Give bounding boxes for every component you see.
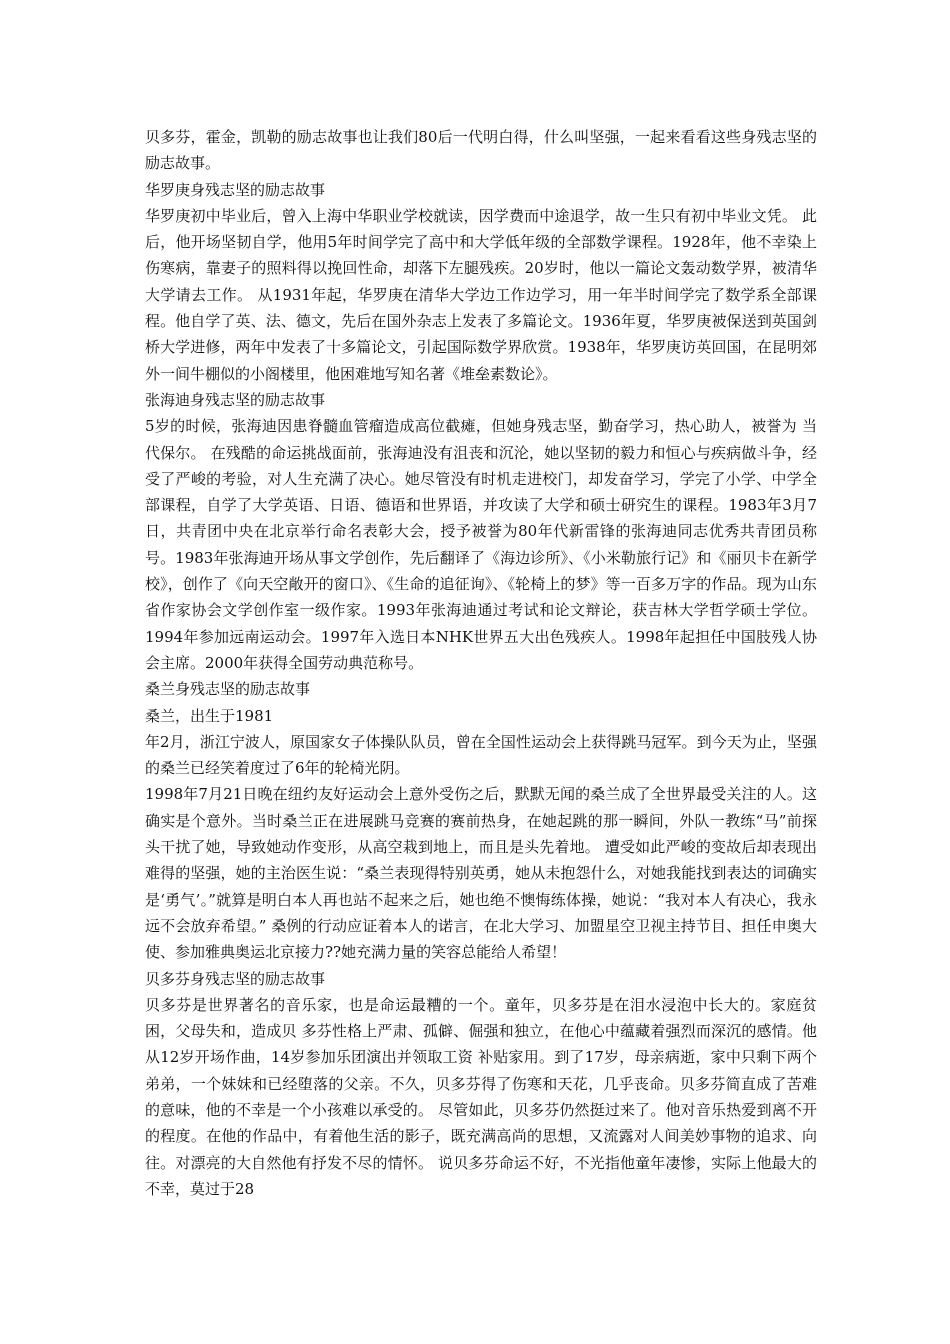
section-paragraph-sang-lan-2: 年2月，浙江宁波人，原国家女子体操队队员，曾在全国性运动会上获得跳马冠军。到今天为止，坚强的桑兰已经笑着度过了6年的轮椅光阴。 — [145, 732, 817, 778]
section-paragraph-zhang-haidi: 5岁的时候，张海迪因患脊髓血管瘤造成高位截瘫，但她身残志坚，勤奋学习，热心助人，被誉为 当代保尔。 在残酷的命运挑战面前，张海迪没有沮丧和沉沦，她以坚韧的毅力和恒心与疾病做斗争，经受了严峻的考验，对人生充满了决心。她尽管没有时机走进校门，却发奋学习，学完了小学、中学全部课程，自学了大学英语、日语、德语和世界语，并攻读了大学和硕士研究生的课程。1983年3月7日，共青团中央在北京举行命名表彰大会，授予被誉为80年代新雷锋的张海迪同志优秀共青团员称号。1983年张海迪开场从事文学创作，先后翻译了《海边诊所》、《小米勒旅行记》和《丽贝卡在新学校》，创作了《向天空敞开的窗口》、《生命的追征询》、《轮椅上的梦》等一百多万字的作品。现为山东省作家协会文学创作室一级作家。1993年张海迪通过考试和论文辩论，获吉林大学哲学硕士学位。1994年参加远南运动会。1997年入选日本NHK世界五大出色残疾人。1998年起担任中国肢残人协会主席。2000年获得全国劳动典范称号。 — [145, 417, 817, 672]
section-paragraph-hua-luogeng: 华罗庚初中毕业后，曾入上海中华职业学校就读，因学费而中途退学，故一生只有初中毕业文凭。 此后，他开场坚韧自学，他用5年时间学完了高中和大学低年级的全部数学课程。1928年，他不幸染上伤寒病，靠妻子的照料得以挽回性命，却落下左腿残疾。20岁时，他以一篇论文轰动数学界，被清华大学请去工作。 从1931年起，华罗庚在清华大学边工作边学习，用一年半时间学完了数学系全部课程。他自学了英、法、德文，先后在国外杂志上发表了多篇论文。1936年夏，华罗庚被保送到英国剑桥大学进修，两年中发表了十多篇论文，引起国际数学界欣赏。1938年，华罗庚访英回国，在昆明郊外一间牛棚似的小阁楼里，他困难地写知名著《堆垒素数论》。 — [145, 206, 817, 383]
section-heading-sang-lan: 桑兰身残志坚的励志故事 — [145, 680, 311, 699]
section-heading-hua-luogeng: 华罗庚身残志坚的励志故事 — [145, 180, 326, 199]
document-page — [145, 124, 817, 1202]
section-paragraph-sang-lan-3: 1998年7月21日晚在纽约友好运动会上意外受伤之后，默默无闻的桑兰成了全世界最受关注的人。这确实是个意外。当时桑兰正在进展跳马竞赛的赛前热身，在她起跳的那一瞬间，外队一教练“马”前探头干扰了她，导致她动作变形，从高空栽到地上，而且是头先着地。 遭受如此严峻的变故后却表现出难得的坚强，她的主治医生说：“桑兰表现得特别英勇，她从未抱怨什么，对她我能找到表达的词确实是‘勇气’。”就算是明白本人再也站不起来之后，她也绝不懊悔练体操，她说：“我对本人有决心，我永远不会放弃希望。” 桑例的行动应证着本人的诺言，在北大学习、加盟星空卫视主持节目、担任申奥大使、参加雅典奥运北京接力??她充满力量的笑容总能给人希望！ — [145, 785, 817, 962]
section-paragraph-beethoven: 贝多芬是世界著名的音乐家，也是命运最糟的一个。童年，贝多芬是在泪水浸泡中长大的。家庭贫困，父母失和，造成贝 多芬性格上严肃、孤僻、倔强和独立，在他心中蕴藏着强烈而深沉的感情。他从12岁开场作曲，14岁参加乐团演出并领取工资 补贴家用。到了17岁，母亲病逝，家中只剩下两个弟弟，一个妹妹和已经堕落的父亲。不久，贝多芬得了伤寒和天花，几乎丧命。贝多芬简直成了苦难的意味，他的不幸是一个小孩难以承受的。 尽管如此，贝多芬仍然挺过来了。他对音乐热爱到离不开的程度。在他的作品中，有着他生活的影子，既充满高尚的思想，又流露对人间美妙事物的追求、向往。对漂亮的大自然他有抒发不尽的情怀。 说贝多芬命运不好，不光指他童年凄惨，实际上他最大的不幸，莫过于28 — [145, 995, 817, 1198]
intro-paragraph: 贝多芬，霍金，凯勒的励志故事也让我们80后一代明白得，什么叫坚强，一起来看看这些身残志坚的励志故事。 — [145, 128, 817, 173]
section-paragraph-sang-lan-1: 桑兰，出生于1981 — [145, 706, 274, 725]
section-heading-beethoven: 贝多芬身残志坚的励志故事 — [145, 969, 326, 988]
section-heading-zhang-haidi: 张海迪身残志坚的励志故事 — [145, 390, 326, 409]
